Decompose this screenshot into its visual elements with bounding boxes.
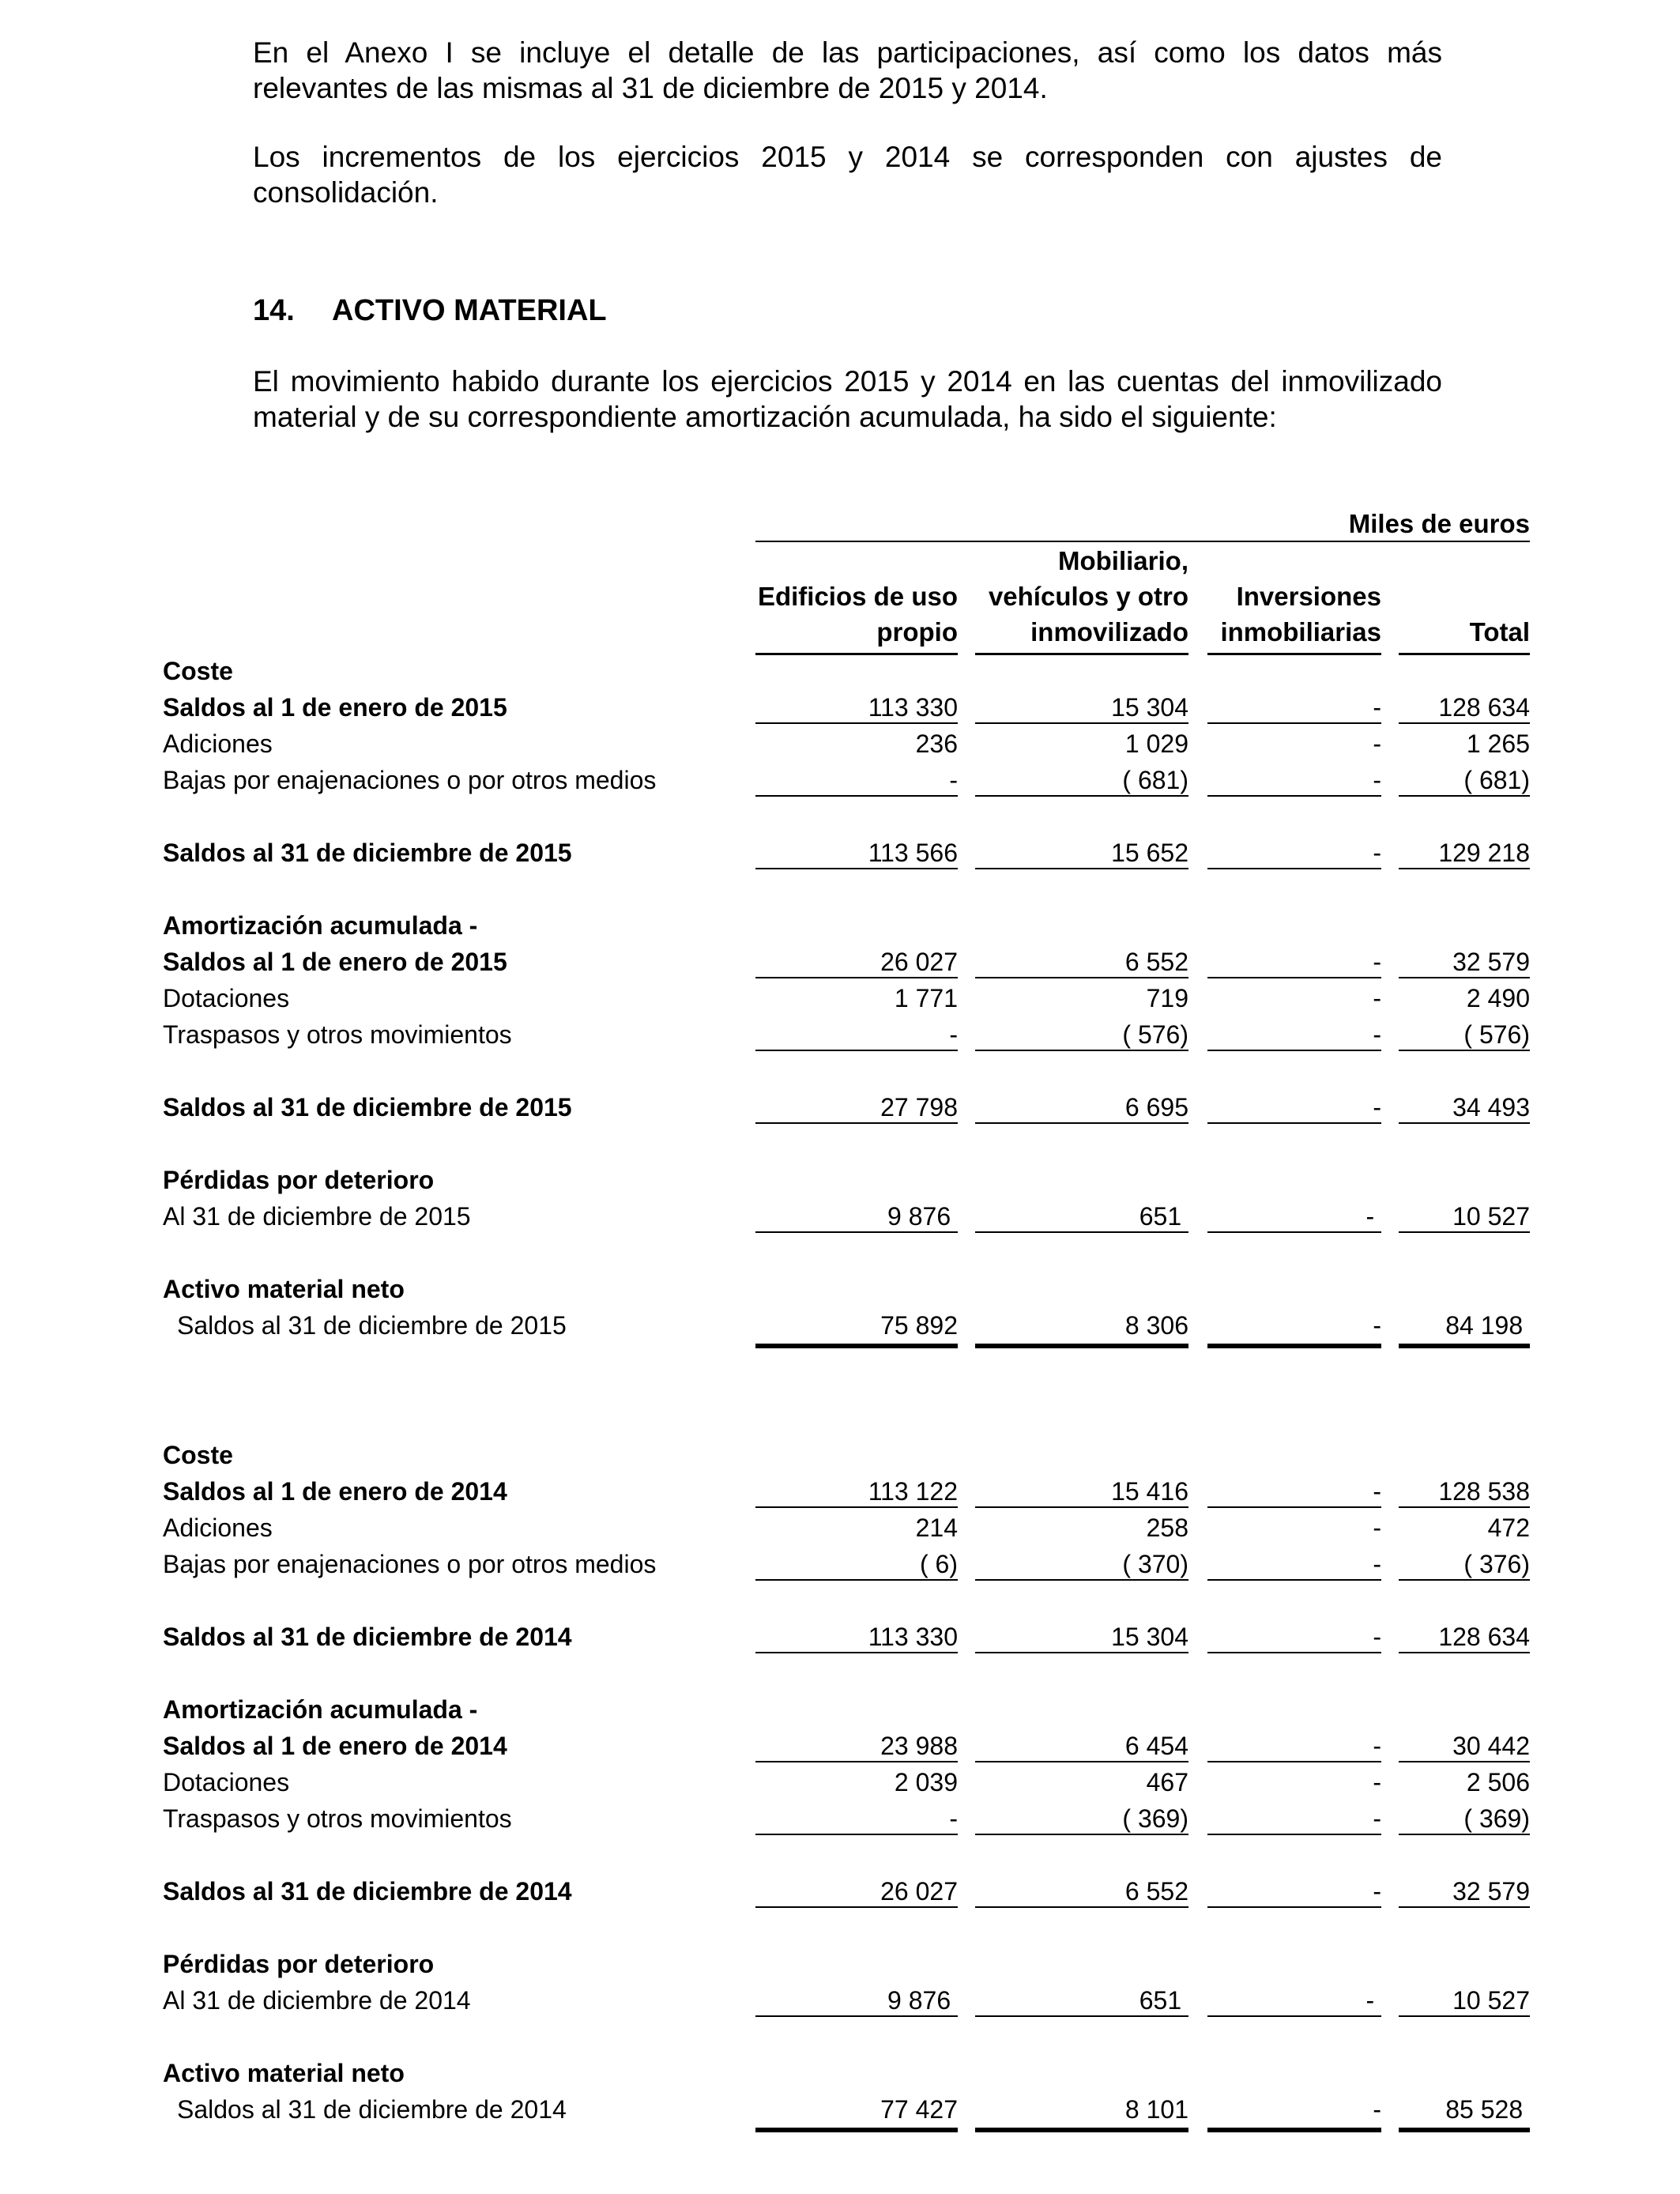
- row-value: 113 122: [755, 1473, 958, 1508]
- row-value: -: [755, 762, 958, 797]
- column-header-line: propio: [876, 617, 958, 647]
- intro-paragraph-2: Los incrementos de los ejercicios 2015 y 2014 se corresponden con ajustes de consolidación.: [253, 141, 1442, 209]
- table-row: [0, 907, 1680, 944]
- row-value: 15 652: [975, 835, 1188, 869]
- row-value: 34 493: [1399, 1089, 1530, 1124]
- row-value: -: [1207, 1016, 1381, 1051]
- row-value: -: [1207, 1728, 1381, 1762]
- row-value: 1 029: [1124, 729, 1188, 758]
- row-value: 75 892: [755, 1307, 958, 1348]
- row-value: -: [1373, 729, 1381, 758]
- row-value: 258: [1146, 1514, 1188, 1542]
- row-value: 15 304: [975, 1619, 1188, 1653]
- column-header-mobiliario: [975, 543, 1188, 655]
- row-value: 651: [975, 1198, 1188, 1233]
- row-value: 651: [975, 1982, 1188, 2017]
- row-value: 113 330: [755, 1619, 958, 1653]
- row-label: Bajas por enajenaciones o por otros medios: [163, 1550, 657, 1578]
- table-row: [0, 835, 1680, 871]
- column-header-inversiones: [1207, 579, 1381, 655]
- row-value: 129 218: [1399, 835, 1530, 869]
- row-value: 8 101: [975, 2091, 1188, 2132]
- row-value: 2 490: [1466, 984, 1530, 1012]
- row-value: -: [1207, 1619, 1381, 1653]
- row-label: Saldos al 31 de diciembre de 2014: [177, 2095, 567, 2124]
- row-value: -: [1207, 1982, 1381, 2017]
- row-value: 214: [915, 1514, 958, 1542]
- column-header-line: Total: [1469, 617, 1530, 647]
- row-value: 85 528: [1399, 2091, 1530, 2132]
- row-value: -: [1373, 984, 1381, 1012]
- row-value: 9 876: [755, 1198, 958, 1233]
- row-label: Dotaciones: [163, 984, 290, 1012]
- table-row: [0, 1873, 1680, 1909]
- table-row: [0, 762, 1680, 798]
- row-value: 719: [1146, 984, 1188, 1012]
- row-value: 1 265: [1466, 729, 1530, 758]
- row-label: Coste: [163, 657, 233, 685]
- row-value: 26 027: [755, 1873, 958, 1908]
- section-intro-paragraph: El movimiento habido durante los ejercicios 2015 y 2014 en las cuentas del inmovilizado material y de su correspondiente amortización acumulada, ha sido el siguiente:: [253, 365, 1442, 433]
- row-value: -: [1373, 1768, 1381, 1796]
- table-row: [0, 2055, 1680, 2091]
- row-value: 32 579: [1399, 944, 1530, 978]
- row-label: Saldos al 31 de diciembre de 2015: [163, 1093, 572, 1122]
- column-header-total: [1399, 614, 1530, 655]
- row-value: 6 695: [975, 1089, 1188, 1124]
- row-value: 15 304: [975, 689, 1188, 724]
- section-number: 14.: [253, 294, 295, 327]
- table-row: [0, 1619, 1680, 1655]
- row-label: Saldos al 31 de diciembre de 2015: [177, 1311, 567, 1340]
- row-value: 472: [1487, 1514, 1530, 1542]
- row-value: 27 798: [755, 1089, 958, 1124]
- table-row: [0, 1162, 1680, 1198]
- row-label: Saldos al 31 de diciembre de 2014: [163, 1877, 572, 1906]
- table-row: [0, 1728, 1680, 1764]
- row-value: -: [1207, 1546, 1381, 1581]
- table-row: [0, 1800, 1680, 1837]
- row-label: Saldos al 31 de diciembre de 2015: [163, 839, 572, 867]
- row-value: ( 6): [755, 1546, 958, 1581]
- row-value: ( 376): [1399, 1546, 1530, 1581]
- row-value: 2 506: [1466, 1768, 1530, 1796]
- row-label: Adiciones: [163, 1514, 273, 1542]
- row-value: 128 538: [1399, 1473, 1530, 1508]
- row-value: -: [1373, 1514, 1381, 1542]
- row-value: 6 552: [975, 944, 1188, 978]
- row-value: 6 454: [975, 1728, 1188, 1762]
- row-value: 9 876: [755, 1982, 958, 2017]
- row-value: ( 576): [1399, 1016, 1530, 1051]
- row-value: 10 527: [1399, 1982, 1530, 2017]
- row-label: Pérdidas por deterioro: [163, 1950, 435, 1978]
- column-header-line: Mobiliario,: [1058, 546, 1188, 575]
- row-value: -: [1207, 1307, 1381, 1348]
- intro-paragraph-1: En el Anexo I se incluye el detalle de las participaciones, así como los datos más relevantes de las mismas al 31 de diciembre de 2015 y 2014.: [253, 36, 1442, 104]
- row-label: Traspasos y otros movimientos: [163, 1020, 512, 1049]
- row-value: 467: [1146, 1768, 1188, 1796]
- table-row: [0, 1764, 1680, 1800]
- column-header-line: vehículos y otro: [988, 582, 1188, 611]
- table-row: [0, 1271, 1680, 1307]
- row-value: -: [1207, 1089, 1381, 1124]
- row-value: -: [1207, 944, 1381, 978]
- table-row: [0, 726, 1680, 762]
- row-value: 77 427: [755, 2091, 958, 2132]
- row-value: ( 681): [975, 762, 1188, 797]
- table-row: [0, 1982, 1680, 2019]
- column-header-line: inmobiliarias: [1220, 617, 1381, 647]
- row-value: 128 634: [1399, 1619, 1530, 1653]
- table-row: [0, 1307, 1680, 1344]
- table-row: [0, 1016, 1680, 1053]
- row-value: 6 552: [975, 1873, 1188, 1908]
- row-value: 113 330: [755, 689, 958, 724]
- row-value: -: [1207, 689, 1381, 724]
- row-label: Bajas por enajenaciones o por otros medios: [163, 766, 657, 794]
- row-value: 84 198: [1399, 1307, 1530, 1348]
- unit-rule: [755, 541, 1530, 542]
- row-value: 2 039: [894, 1768, 958, 1796]
- row-value: ( 370): [975, 1546, 1188, 1581]
- table-row: [0, 1691, 1680, 1728]
- row-value: -: [1207, 2091, 1381, 2132]
- table-row: [0, 689, 1680, 726]
- row-value: -: [755, 1800, 958, 1835]
- row-value: 23 988: [755, 1728, 958, 1762]
- column-header-edificios: [755, 579, 958, 655]
- row-value: -: [1207, 1800, 1381, 1835]
- row-label: Al 31 de diciembre de 2015: [163, 1202, 471, 1231]
- column-header-line: Inversiones: [1236, 582, 1381, 611]
- row-label: Activo material neto: [163, 1275, 405, 1303]
- row-label: Saldos al 31 de diciembre de 2014: [163, 1623, 572, 1651]
- row-value: ( 681): [1399, 762, 1530, 797]
- row-label: Saldos al 1 de enero de 2015: [163, 693, 507, 722]
- table-row: [0, 1437, 1680, 1473]
- table-row: [0, 2091, 1680, 2128]
- table-row: [0, 1510, 1680, 1546]
- table-row: [0, 1546, 1680, 1582]
- row-value: 26 027: [755, 944, 958, 978]
- table-row: [0, 653, 1680, 689]
- row-label: Adiciones: [163, 729, 273, 758]
- row-label: Saldos al 1 de enero de 2014: [163, 1477, 507, 1506]
- row-label: Saldos al 1 de enero de 2015: [163, 948, 507, 976]
- column-header-line: Edificios de uso: [757, 582, 958, 611]
- section-title: ACTIVO MATERIAL: [332, 294, 607, 327]
- row-label: Dotaciones: [163, 1768, 290, 1796]
- row-label: Traspasos y otros movimientos: [163, 1804, 512, 1833]
- table-row: [0, 1946, 1680, 1982]
- table-row: [0, 1089, 1680, 1125]
- row-value: ( 369): [975, 1800, 1188, 1835]
- row-value: 113 566: [755, 835, 958, 869]
- table-row: [0, 980, 1680, 1016]
- row-value: ( 369): [1399, 1800, 1530, 1835]
- table-row: [0, 1198, 1680, 1235]
- row-value: 8 306: [975, 1307, 1188, 1348]
- row-value: -: [1207, 835, 1381, 869]
- table-row: [0, 944, 1680, 980]
- row-label: Pérdidas por deterioro: [163, 1166, 435, 1194]
- column-header-line: inmovilizado: [1030, 617, 1188, 647]
- row-label: Coste: [163, 1441, 233, 1469]
- row-value: 10 527: [1399, 1198, 1530, 1233]
- row-value: -: [1207, 1473, 1381, 1508]
- row-value: 1 771: [894, 984, 958, 1012]
- row-label: Activo material neto: [163, 2059, 405, 2087]
- row-value: 128 634: [1399, 689, 1530, 724]
- row-value: 30 442: [1399, 1728, 1530, 1762]
- row-label: Amortización acumulada -: [163, 911, 478, 940]
- row-value: -: [1207, 762, 1381, 797]
- row-label: Amortización acumulada -: [163, 1695, 478, 1724]
- unit-label: Miles de euros: [1348, 509, 1530, 538]
- table-row: [0, 1473, 1680, 1510]
- row-label: Saldos al 1 de enero de 2014: [163, 1732, 507, 1760]
- section-heading: [253, 294, 607, 328]
- row-value: -: [1207, 1873, 1381, 1908]
- row-label: Al 31 de diciembre de 2014: [163, 1986, 471, 2015]
- row-value: 15 416: [975, 1473, 1188, 1508]
- row-value: 32 579: [1399, 1873, 1530, 1908]
- row-value: ( 576): [975, 1016, 1188, 1051]
- row-value: -: [755, 1016, 958, 1051]
- row-value: -: [1207, 1198, 1381, 1233]
- row-value: 236: [915, 729, 958, 758]
